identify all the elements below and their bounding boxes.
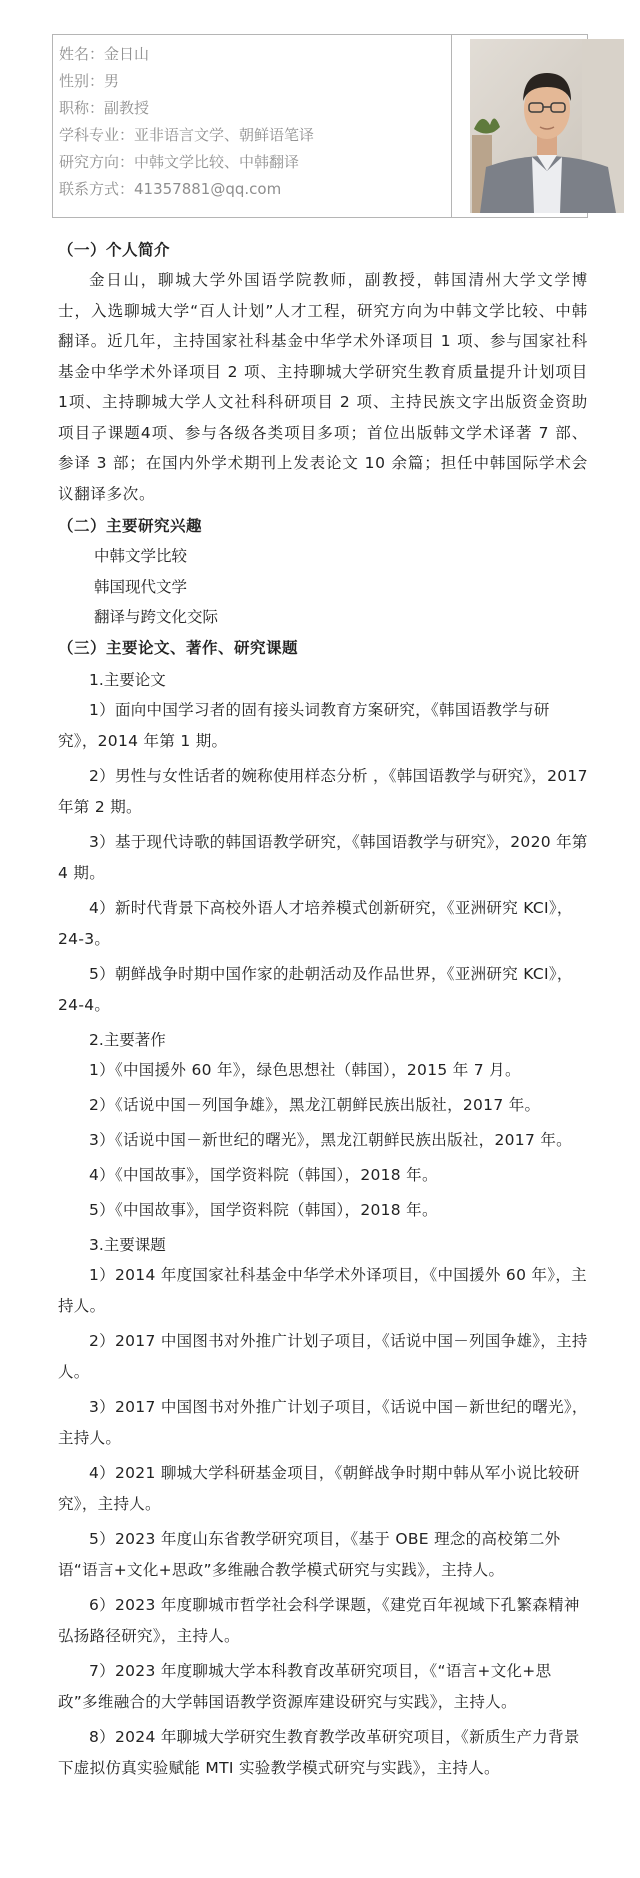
book-entry: 4）《中国故事》，国学资料院（韩国），2018 年。 — [89, 1165, 438, 1184]
book-entry: 2）《话说中国－列国争雄》，黑龙江朝鲜民族出版社，2017 年。 — [89, 1095, 541, 1114]
paper-entry: 5）朝鲜战争时期中国作家的赴朝活动及作品世界，《亚洲研究 KCI》，24-4。 — [58, 964, 573, 1014]
books-subheading: 2.主要著作 — [89, 1030, 166, 1049]
profile-content — [58, 235, 588, 1788]
project-entry: 2）2017 中国图书对外推广计划子项目，《话说中国－列国争雄》，主持人。 — [58, 1331, 588, 1381]
works-heading: （三）主要论文、著作、研究课题 — [58, 638, 299, 657]
title-row: 职称：副教授 — [59, 99, 150, 117]
paper-entry: 2）男性与女性话者的婉称使用样态分析 ，《韩国语教学与研究》，2017 年第 2 期。 — [58, 766, 588, 816]
paper-entry: 3）基于现代诗歌的韩国语教学研究，《韩国语教学与研究》，2020 年第 4 期。 — [58, 832, 588, 882]
project-entry: 1）2014 年度国家社科基金中华学术外译项目，《中国援外 60 年》，主持人。 — [58, 1265, 587, 1315]
project-entry: 8）2024 年聊城大学研究生教育教学改革研究项目，《新质生产力背景下虚拟仿真实验赋能 MTI 实验教学模式研究与实践》，主持人。 — [58, 1727, 580, 1777]
book-entry: 5）《中国故事》，国学资料院（韩国），2018 年。 — [89, 1200, 438, 1219]
project-entry: 6）2023 年度聊城市哲学社会科学课题，《建党百年视域下孔繁森精神弘扬路径研究》，主持人。 — [58, 1595, 580, 1645]
contact-row: 联系方式：41357881@qq.com — [59, 180, 282, 198]
intro-paragraph: 金日山，聊城大学外国语学院教师，副教授，韩国清州大学文学博士，入选聊城大学“百人计划”人才工程，研究方向为中韩文学比较、中韩翻译。近几年，主持国家社科基金中华学术外译项目 1 项、参与国家社科基金中华学术外译项目 2 项、主持聊城大学研究生教育质量提升计划项目1项、主持聊城大学人文社科科研项目 2 项、主持民族文字出版资金资助项目子课题4项、参与各级各类项目多项；首位出版韩文学术译著 7 部、参译 3 部；在国内外学术期刊上发表论文 10 余篇；担任中韩国际学术会议翻译多次。 — [58, 271, 588, 503]
name-row: 姓名：金日山 — [59, 45, 150, 63]
interest-item: 翻译与跨文化交际 — [94, 608, 219, 626]
interest-item: 中韩文学比较 — [94, 547, 188, 565]
intro-heading: （一）个人简介 — [58, 241, 171, 259]
discipline-row: 学科专业：亚非语言文学、朝鲜语笔译 — [59, 126, 315, 144]
profile-photo — [470, 39, 624, 213]
paper-entry: 1）面向中国学习者的固有接头词教育方案研究，《韩国语教学与研究》，2014 年第 1 期。 — [58, 700, 550, 750]
interests-list — [58, 541, 588, 633]
project-entry: 7）2023 年度聊城大学本科教育改革研究项目，《“语言+文化+思政”多维融合的大学韩国语教学资源库建设研究与实践》，主持人。 — [58, 1661, 552, 1711]
papers-subheading: 1.主要论文 — [89, 670, 166, 689]
projects-subheading: 3.主要课题 — [89, 1235, 166, 1254]
paper-entry: 4）新时代背景下高校外语人才培养模式创新研究，《亚洲研究 KCI》，24-3。 — [58, 898, 573, 948]
book-entry: 1）《中国援外 60 年》，绿色思想社（韩国），2015 年 7 月。 — [89, 1060, 521, 1079]
interest-item: 韩国现代文学 — [94, 577, 188, 596]
profile-info — [59, 41, 314, 203]
project-entry: 4）2021 聊城大学科研基金项目，《朝鲜战争时期中韩从军小说比较研究》，主持人。 — [58, 1463, 580, 1513]
gender-row: 性别：男 — [59, 72, 120, 90]
research-direction-row: 研究方向：中韩文学比较、中韩翻译 — [59, 153, 300, 171]
book-entry: 3）《话说中国－新世纪的曙光》，黑龙江朝鲜民族出版社，2017 年。 — [89, 1130, 572, 1149]
project-entry: 5）2023 年度山东省教学研究项目，《基于 OBE 理念的高校第二外语“语言+文化+思政”多维融合教学模式研究与实践》，主持人。 — [58, 1529, 561, 1579]
profile-divider — [451, 35, 452, 217]
project-entry: 3）2017 中国图书对外推广计划子项目，《话说中国－新世纪的曙光》，主持人。 — [58, 1397, 588, 1447]
profile-card — [52, 34, 588, 218]
interests-heading: （二）主要研究兴趣 — [58, 517, 203, 535]
